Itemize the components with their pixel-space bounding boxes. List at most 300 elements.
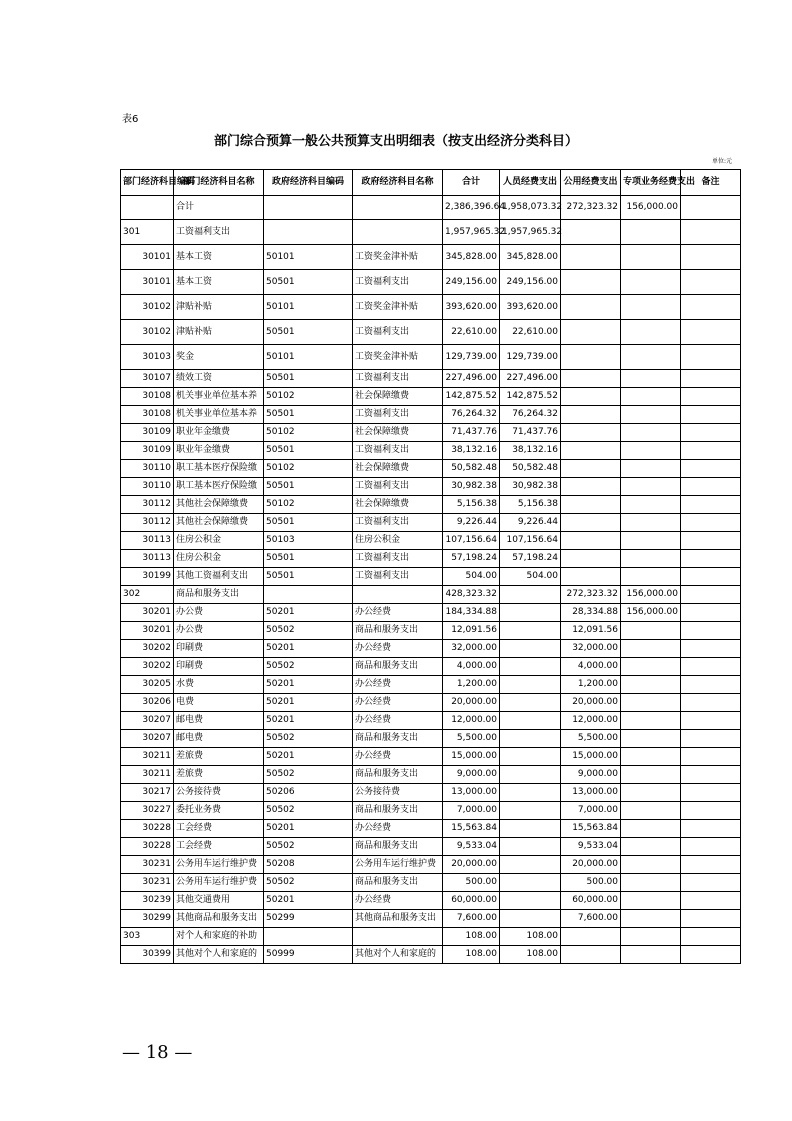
econ-name-cell: 公务用车运行维护费 xyxy=(174,874,264,892)
personnel-cell: 38,132.16 xyxy=(500,442,561,460)
econ-name-cell: 津贴补贴 xyxy=(174,320,264,345)
table-row xyxy=(121,712,741,730)
note-cell xyxy=(681,270,741,295)
table-row xyxy=(121,874,741,892)
gov-name-cell: 工资福利支出 xyxy=(353,478,443,496)
public-cell xyxy=(561,320,621,345)
econ-name-cell: 邮电费 xyxy=(174,730,264,748)
special-cell xyxy=(621,388,681,406)
gov-name-cell: 住房公积金 xyxy=(353,532,443,550)
gov-code-cell: 50101 xyxy=(264,345,353,370)
total-cell: 9,226.44 xyxy=(443,514,500,532)
table-row xyxy=(121,514,741,532)
table-row xyxy=(121,550,741,568)
public-cell xyxy=(561,345,621,370)
note-cell xyxy=(681,345,741,370)
total-cell: 15,000.00 xyxy=(443,748,500,766)
header-cell: 专项业务经费支出 xyxy=(621,170,681,196)
econ-code-cell: 30201 xyxy=(121,604,174,622)
total-cell: 393,620.00 xyxy=(443,295,500,320)
econ-code-cell: 30201 xyxy=(121,622,174,640)
gov-code-cell: 50502 xyxy=(264,730,353,748)
personnel-cell: 108.00 xyxy=(500,928,561,946)
special-cell xyxy=(621,694,681,712)
gov-code-cell: 50201 xyxy=(264,604,353,622)
special-cell xyxy=(621,220,681,245)
gov-name-cell: 工资福利支出 xyxy=(353,370,443,388)
table-row xyxy=(121,424,741,442)
note-cell xyxy=(681,388,741,406)
personnel-cell xyxy=(500,586,561,604)
page-title: 部门综合预算一般公共预算支出明细表（按支出经济分类科目） xyxy=(213,134,578,149)
gov-code-cell: 50501 xyxy=(264,370,353,388)
special-cell xyxy=(621,370,681,388)
econ-name-cell: 印刷费 xyxy=(174,658,264,676)
note-cell xyxy=(681,748,741,766)
econ-name-cell: 其他交通费用 xyxy=(174,892,264,910)
special-cell xyxy=(621,442,681,460)
special-cell xyxy=(621,946,681,964)
table-row xyxy=(121,856,741,874)
gov-code-cell: 50501 xyxy=(264,270,353,295)
total-cell: 7,000.00 xyxy=(443,802,500,820)
total-cell: 1,200.00 xyxy=(443,676,500,694)
table-row xyxy=(121,442,741,460)
gov-name-cell: 商品和服务支出 xyxy=(353,838,443,856)
table-row xyxy=(121,730,741,748)
gov-code-cell: 50101 xyxy=(264,245,353,270)
econ-name-cell: 工会经费 xyxy=(174,820,264,838)
gov-code-cell: 50299 xyxy=(264,910,353,928)
econ-code-cell: 30113 xyxy=(121,550,174,568)
public-cell: 20,000.00 xyxy=(561,856,621,874)
gov-name-cell: 工资奖金津补贴 xyxy=(353,245,443,270)
public-cell xyxy=(561,295,621,320)
gov-name-cell: 办公经费 xyxy=(353,676,443,694)
note-cell xyxy=(681,640,741,658)
total-cell: 184,334.88 xyxy=(443,604,500,622)
public-cell: 272,323.32 xyxy=(561,196,621,220)
table-row xyxy=(121,406,741,424)
econ-code-cell: 30299 xyxy=(121,910,174,928)
gov-name-cell: 公务用车运行维护费 xyxy=(353,856,443,874)
table-row xyxy=(121,604,741,622)
note-cell xyxy=(681,220,741,245)
econ-name-cell: 机关事业单位基本养 xyxy=(174,406,264,424)
public-cell xyxy=(561,946,621,964)
econ-code-cell: 30108 xyxy=(121,388,174,406)
econ-code-cell: 30110 xyxy=(121,460,174,478)
gov-code-cell: 50201 xyxy=(264,676,353,694)
table-row xyxy=(121,270,741,295)
gov-name-cell: 商品和服务支出 xyxy=(353,802,443,820)
note-cell xyxy=(681,514,741,532)
gov-name-cell: 商品和服务支出 xyxy=(353,874,443,892)
table-row xyxy=(121,295,741,320)
econ-code-cell: 30112 xyxy=(121,496,174,514)
personnel-cell xyxy=(500,910,561,928)
econ-code-cell: 30228 xyxy=(121,838,174,856)
econ-code-cell: 30399 xyxy=(121,946,174,964)
note-cell xyxy=(681,766,741,784)
econ-name-cell: 办公费 xyxy=(174,622,264,640)
econ-name-cell: 差旅费 xyxy=(174,748,264,766)
table-row xyxy=(121,928,741,946)
table-row xyxy=(121,388,741,406)
special-cell xyxy=(621,892,681,910)
econ-code-cell: 30207 xyxy=(121,712,174,730)
econ-code-cell: 30202 xyxy=(121,658,174,676)
econ-code-cell: 30202 xyxy=(121,640,174,658)
total-cell: 5,156.38 xyxy=(443,496,500,514)
table-row xyxy=(121,640,741,658)
public-cell xyxy=(561,406,621,424)
special-cell xyxy=(621,568,681,586)
special-cell xyxy=(621,730,681,748)
gov-name-cell: 其他对个人和家庭的 xyxy=(353,946,443,964)
gov-code-cell: 50201 xyxy=(264,694,353,712)
public-cell xyxy=(561,568,621,586)
econ-name-cell: 住房公积金 xyxy=(174,550,264,568)
total-cell: 76,264.32 xyxy=(443,406,500,424)
gov-name-cell: 工资福利支出 xyxy=(353,442,443,460)
public-cell: 12,000.00 xyxy=(561,712,621,730)
note-cell xyxy=(681,838,741,856)
total-cell: 129,739.00 xyxy=(443,345,500,370)
special-cell xyxy=(621,784,681,802)
econ-name-cell: 工资福利支出 xyxy=(174,220,264,245)
note-cell xyxy=(681,370,741,388)
header-cell: 公用经费支出 xyxy=(561,170,621,196)
table-row xyxy=(121,784,741,802)
econ-code-cell: 30103 xyxy=(121,345,174,370)
public-cell: 5,500.00 xyxy=(561,730,621,748)
note-cell xyxy=(681,658,741,676)
econ-name-cell: 公务接待费 xyxy=(174,784,264,802)
econ-code-cell: 30102 xyxy=(121,295,174,320)
econ-name-cell: 商品和服务支出 xyxy=(174,586,264,604)
econ-code-cell: 30101 xyxy=(121,270,174,295)
personnel-cell xyxy=(500,874,561,892)
gov-name-cell: 办公经费 xyxy=(353,748,443,766)
gov-name-cell: 公务接待费 xyxy=(353,784,443,802)
public-cell: 15,000.00 xyxy=(561,748,621,766)
gov-name-cell: 工资福利支出 xyxy=(353,568,443,586)
total-cell: 5,500.00 xyxy=(443,730,500,748)
gov-code-cell: 50502 xyxy=(264,874,353,892)
econ-code-cell: 30206 xyxy=(121,694,174,712)
special-cell xyxy=(621,532,681,550)
public-cell xyxy=(561,270,621,295)
gov-name-cell: 办公经费 xyxy=(353,892,443,910)
total-cell: 345,828.00 xyxy=(443,245,500,270)
note-cell xyxy=(681,730,741,748)
personnel-cell: 107,156.64 xyxy=(500,532,561,550)
gov-code-cell: 50201 xyxy=(264,820,353,838)
total-cell: 57,198.24 xyxy=(443,550,500,568)
personnel-cell xyxy=(500,766,561,784)
note-cell xyxy=(681,856,741,874)
special-cell xyxy=(621,676,681,694)
note-cell xyxy=(681,460,741,478)
table-row xyxy=(121,496,741,514)
note-cell xyxy=(681,874,741,892)
table-row xyxy=(121,676,741,694)
public-cell: 32,000.00 xyxy=(561,640,621,658)
personnel-cell: 345,828.00 xyxy=(500,245,561,270)
note-cell xyxy=(681,928,741,946)
note-cell xyxy=(681,550,741,568)
gov-code-cell: 50206 xyxy=(264,784,353,802)
econ-code-cell: 30102 xyxy=(121,320,174,345)
econ-code-cell: 301 xyxy=(121,220,174,245)
personnel-cell xyxy=(500,892,561,910)
econ-name-cell: 职业年金缴费 xyxy=(174,442,264,460)
econ-name-cell: 工会经费 xyxy=(174,838,264,856)
public-cell xyxy=(561,514,621,532)
table-row xyxy=(121,196,741,220)
table-row xyxy=(121,478,741,496)
note-cell xyxy=(681,604,741,622)
personnel-cell: 30,982.38 xyxy=(500,478,561,496)
econ-code-cell: 30109 xyxy=(121,424,174,442)
econ-name-cell: 住房公积金 xyxy=(174,532,264,550)
econ-name-cell: 绩效工资 xyxy=(174,370,264,388)
personnel-cell: 5,156.38 xyxy=(500,496,561,514)
gov-name-cell: 工资福利支出 xyxy=(353,550,443,568)
table-row xyxy=(121,586,741,604)
gov-name-cell xyxy=(353,586,443,604)
total-cell: 500.00 xyxy=(443,874,500,892)
note-cell xyxy=(681,406,741,424)
special-cell xyxy=(621,496,681,514)
gov-code-cell: 50501 xyxy=(264,442,353,460)
personnel-cell: 76,264.32 xyxy=(500,406,561,424)
public-cell xyxy=(561,220,621,245)
note-cell xyxy=(681,320,741,345)
table-row xyxy=(121,946,741,964)
special-cell xyxy=(621,874,681,892)
personnel-cell xyxy=(500,658,561,676)
special-cell xyxy=(621,622,681,640)
econ-code-cell: 302 xyxy=(121,586,174,604)
gov-name-cell: 工资福利支出 xyxy=(353,270,443,295)
econ-code-cell: 30113 xyxy=(121,532,174,550)
table-row xyxy=(121,694,741,712)
gov-code-cell: 50201 xyxy=(264,640,353,658)
econ-code-cell: 303 xyxy=(121,928,174,946)
personnel-cell xyxy=(500,622,561,640)
note-cell xyxy=(681,802,741,820)
personnel-cell: 504.00 xyxy=(500,568,561,586)
special-cell xyxy=(621,514,681,532)
special-cell xyxy=(621,295,681,320)
total-cell: 108.00 xyxy=(443,928,500,946)
note-cell xyxy=(681,295,741,320)
note-cell xyxy=(681,910,741,928)
public-cell xyxy=(561,496,621,514)
table-row xyxy=(121,568,741,586)
gov-code-cell: 50502 xyxy=(264,838,353,856)
gov-code-cell: 50201 xyxy=(264,712,353,730)
econ-name-cell: 职工基本医疗保险缴 xyxy=(174,460,264,478)
gov-name-cell: 社会保障缴费 xyxy=(353,388,443,406)
gov-name-cell: 办公经费 xyxy=(353,820,443,838)
header-cell: 人员经费支出 xyxy=(500,170,561,196)
total-cell: 15,563.84 xyxy=(443,820,500,838)
total-cell: 107,156.64 xyxy=(443,532,500,550)
total-cell: 38,132.16 xyxy=(443,442,500,460)
note-cell xyxy=(681,712,741,730)
econ-name-cell: 其他对个人和家庭的 xyxy=(174,946,264,964)
personnel-cell xyxy=(500,712,561,730)
special-cell xyxy=(621,910,681,928)
total-cell: 20,000.00 xyxy=(443,856,500,874)
personnel-cell: 57,198.24 xyxy=(500,550,561,568)
personnel-cell xyxy=(500,856,561,874)
econ-code-cell: 30199 xyxy=(121,568,174,586)
econ-code-cell: 30107 xyxy=(121,370,174,388)
total-cell: 50,582.48 xyxy=(443,460,500,478)
econ-code-cell xyxy=(121,196,174,220)
table-row xyxy=(121,460,741,478)
public-cell: 9,533.04 xyxy=(561,838,621,856)
total-cell: 4,000.00 xyxy=(443,658,500,676)
table-row xyxy=(121,658,741,676)
total-cell: 249,156.00 xyxy=(443,270,500,295)
gov-code-cell: 50502 xyxy=(264,802,353,820)
public-cell xyxy=(561,478,621,496)
gov-code-cell: 50102 xyxy=(264,496,353,514)
personnel-cell: 142,875.52 xyxy=(500,388,561,406)
gov-code-cell xyxy=(264,220,353,245)
table-row xyxy=(121,892,741,910)
gov-name-cell: 商品和服务支出 xyxy=(353,622,443,640)
econ-code-cell: 30211 xyxy=(121,748,174,766)
special-cell xyxy=(621,406,681,424)
note-cell xyxy=(681,820,741,838)
gov-code-cell: 50208 xyxy=(264,856,353,874)
personnel-cell xyxy=(500,838,561,856)
personnel-cell xyxy=(500,802,561,820)
personnel-cell xyxy=(500,676,561,694)
total-cell: 9,000.00 xyxy=(443,766,500,784)
econ-name-cell: 其他商品和服务支出 xyxy=(174,910,264,928)
econ-name-cell: 邮电费 xyxy=(174,712,264,730)
gov-code-cell: 50501 xyxy=(264,320,353,345)
table-row xyxy=(121,532,741,550)
gov-code-cell: 50102 xyxy=(264,424,353,442)
total-cell: 12,000.00 xyxy=(443,712,500,730)
note-cell xyxy=(681,676,741,694)
total-cell: 142,875.52 xyxy=(443,388,500,406)
econ-code-cell: 30239 xyxy=(121,892,174,910)
public-cell: 13,000.00 xyxy=(561,784,621,802)
econ-name-cell: 合计 xyxy=(174,196,264,220)
total-cell: 22,610.00 xyxy=(443,320,500,345)
special-cell xyxy=(621,766,681,784)
gov-name-cell: 社会保障缴费 xyxy=(353,496,443,514)
econ-code-cell: 30109 xyxy=(121,442,174,460)
econ-code-cell: 30217 xyxy=(121,784,174,802)
econ-code-cell: 30207 xyxy=(121,730,174,748)
table-row xyxy=(121,345,741,370)
total-cell: 9,533.04 xyxy=(443,838,500,856)
gov-code-cell: 50999 xyxy=(264,946,353,964)
total-cell: 504.00 xyxy=(443,568,500,586)
gov-name-cell: 办公经费 xyxy=(353,640,443,658)
econ-code-cell: 30227 xyxy=(121,802,174,820)
special-cell xyxy=(621,245,681,270)
public-cell xyxy=(561,460,621,478)
table-row xyxy=(121,220,741,245)
special-cell: 156,000.00 xyxy=(621,196,681,220)
personnel-cell xyxy=(500,640,561,658)
note-cell xyxy=(681,694,741,712)
gov-code-cell: 50501 xyxy=(264,478,353,496)
personnel-cell xyxy=(500,604,561,622)
gov-name-cell xyxy=(353,928,443,946)
gov-code-cell: 50501 xyxy=(264,550,353,568)
note-cell xyxy=(681,442,741,460)
personnel-cell xyxy=(500,784,561,802)
header-cell: 备注 xyxy=(681,170,741,196)
gov-code-cell: 50101 xyxy=(264,295,353,320)
public-cell: 7,600.00 xyxy=(561,910,621,928)
econ-name-cell: 基本工资 xyxy=(174,245,264,270)
personnel-cell: 1,958,073.32 xyxy=(500,196,561,220)
header-cell: 政府经济科目名称 xyxy=(353,170,443,196)
econ-name-cell: 机关事业单位基本养 xyxy=(174,388,264,406)
personnel-cell xyxy=(500,694,561,712)
econ-name-cell: 津贴补贴 xyxy=(174,295,264,320)
personnel-cell xyxy=(500,730,561,748)
total-cell: 428,323.32 xyxy=(443,586,500,604)
public-cell xyxy=(561,928,621,946)
econ-name-cell: 差旅费 xyxy=(174,766,264,784)
econ-code-cell: 30108 xyxy=(121,406,174,424)
econ-name-cell: 其他社会保障缴费 xyxy=(174,496,264,514)
public-cell xyxy=(561,550,621,568)
gov-name-cell: 其他商品和服务支出 xyxy=(353,910,443,928)
special-cell xyxy=(621,928,681,946)
special-cell xyxy=(621,712,681,730)
special-cell xyxy=(621,550,681,568)
special-cell xyxy=(621,856,681,874)
gov-name-cell: 社会保障缴费 xyxy=(353,424,443,442)
personnel-cell: 227,496.00 xyxy=(500,370,561,388)
public-cell: 15,563.84 xyxy=(561,820,621,838)
note-cell xyxy=(681,245,741,270)
note-cell xyxy=(681,892,741,910)
econ-name-cell: 职工基本医疗保险缴 xyxy=(174,478,264,496)
total-cell: 2,386,396.64 xyxy=(443,196,500,220)
gov-code-cell: 50201 xyxy=(264,892,353,910)
special-cell: 156,000.00 xyxy=(621,604,681,622)
gov-name-cell: 工资奖金津补贴 xyxy=(353,345,443,370)
personnel-cell: 249,156.00 xyxy=(500,270,561,295)
public-cell xyxy=(561,388,621,406)
note-cell xyxy=(681,784,741,802)
public-cell xyxy=(561,245,621,270)
public-cell: 4,000.00 xyxy=(561,658,621,676)
note-cell xyxy=(681,946,741,964)
gov-name-cell: 工资福利支出 xyxy=(353,406,443,424)
econ-name-cell: 其他社会保障缴费 xyxy=(174,514,264,532)
total-cell: 108.00 xyxy=(443,946,500,964)
note-cell xyxy=(681,496,741,514)
page-number: — 18 — xyxy=(122,1042,193,1063)
